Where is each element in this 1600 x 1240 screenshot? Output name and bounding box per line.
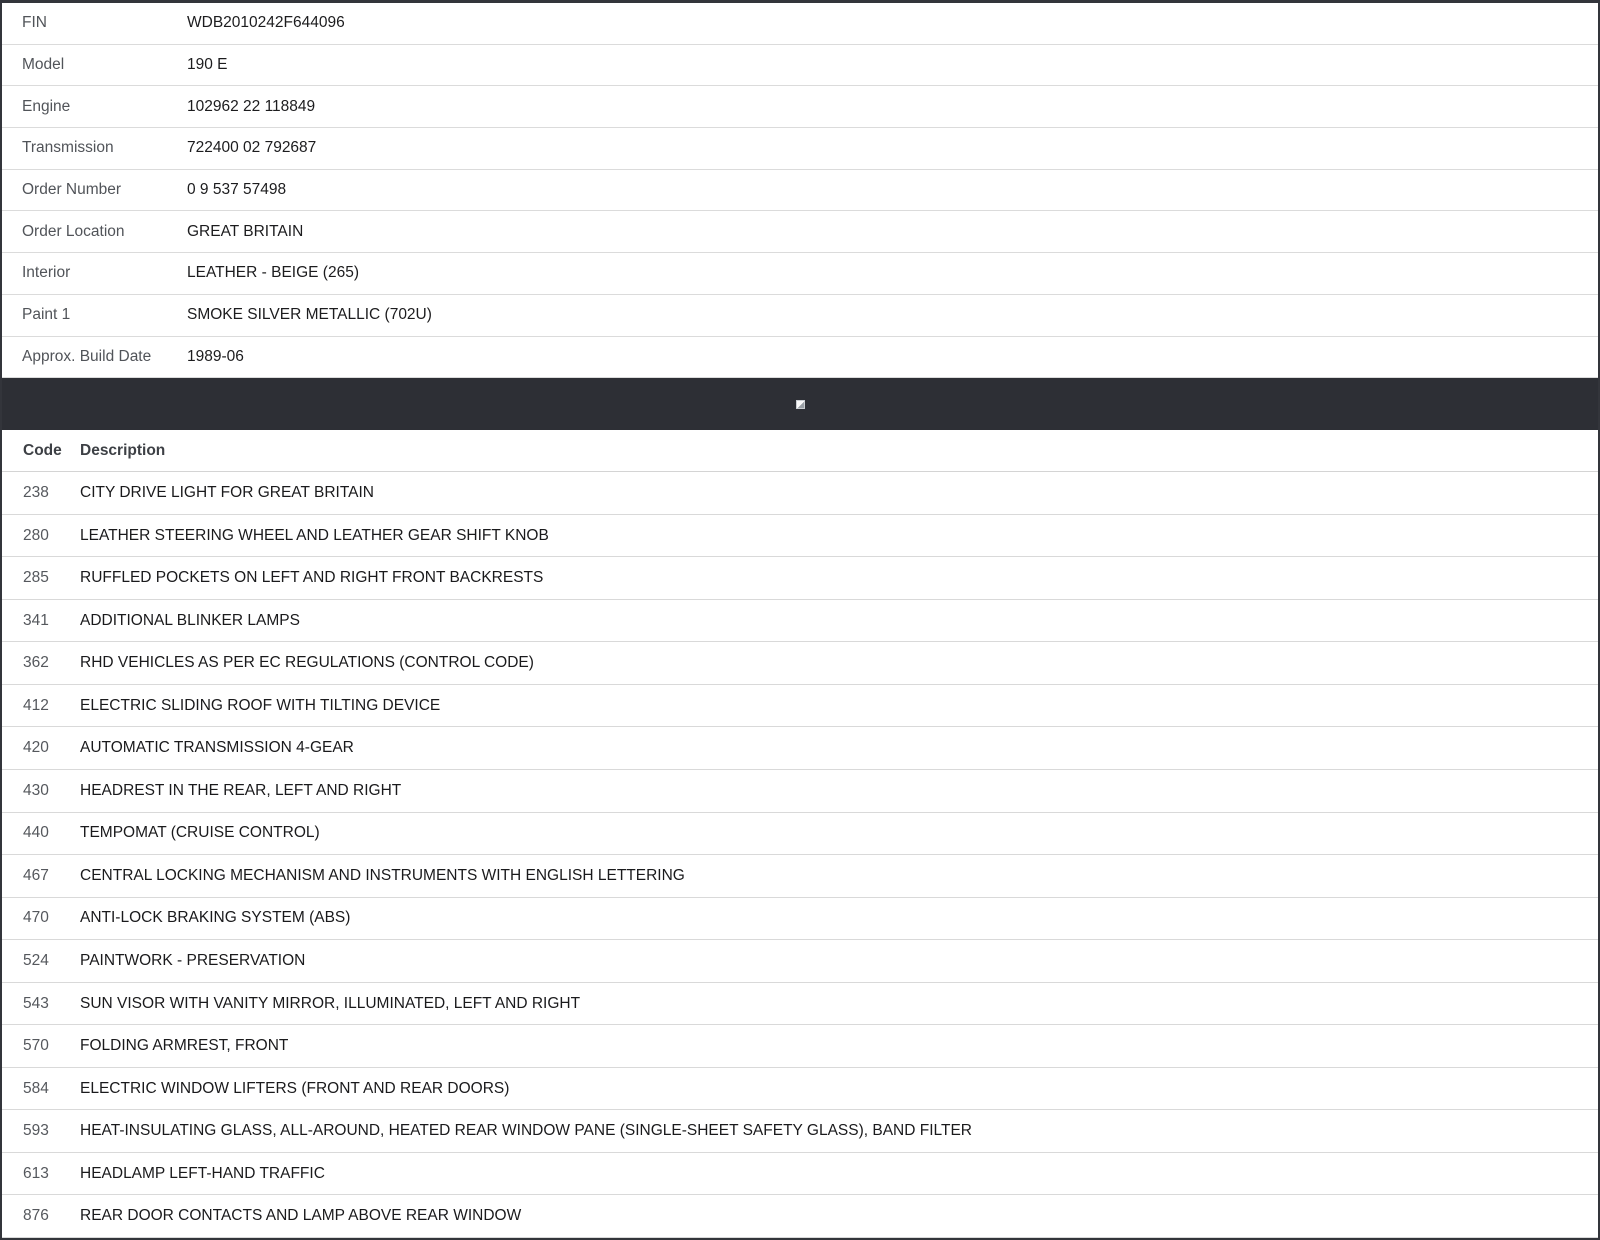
option-code: 593 (23, 1122, 49, 1140)
option-description: ANTI-LOCK BRAKING SYSTEM (ABS) (80, 909, 351, 927)
option-code-row (2, 557, 1598, 600)
option-code-row (2, 1110, 1598, 1153)
option-description: PAINTWORK - PRESERVATION (80, 951, 306, 969)
option-description: RUFFLED POCKETS ON LEFT AND RIGHT FRONT BACKRESTS (80, 569, 544, 587)
section-divider-bar (2, 378, 1598, 430)
row-label: Interior (22, 264, 71, 282)
table-row (2, 45, 1598, 87)
table-row (2, 128, 1598, 170)
option-code-row (2, 600, 1598, 643)
option-description: CITY DRIVE LIGHT FOR GREAT BRITAIN (80, 483, 374, 501)
row-label: Order Location (22, 222, 125, 240)
row-value: 1989-06 (187, 347, 244, 365)
option-code: 584 (23, 1079, 49, 1097)
table-row (2, 86, 1598, 128)
row-value: 0 9 537 57498 (187, 181, 287, 199)
option-code: 524 (23, 951, 49, 969)
vehicle-info-table (2, 3, 1598, 378)
option-code: 280 (23, 526, 49, 544)
option-code: 613 (23, 1164, 49, 1182)
option-code: 341 (23, 611, 49, 629)
option-code: 430 (23, 781, 49, 799)
row-value: SMOKE SILVER METALLIC (702U) (187, 306, 432, 324)
option-code: 362 (23, 654, 49, 672)
option-code: 570 (23, 1037, 49, 1055)
row-label: Model (22, 56, 65, 74)
row-value: WDB2010242F644096 (187, 14, 345, 32)
option-code-row (2, 1025, 1598, 1068)
table-row (2, 337, 1598, 379)
row-label: Order Number (22, 181, 122, 199)
broken-image-icon (796, 400, 805, 409)
option-code-row (2, 727, 1598, 770)
row-label: Approx. Build Date (22, 347, 152, 365)
option-description: TEMPOMAT (CRUISE CONTROL) (80, 824, 320, 842)
option-codes-table (2, 430, 1598, 1238)
table-row (2, 170, 1598, 212)
option-description: SUN VISOR WITH VANITY MIRROR, ILLUMINATED, LEFT AND RIGHT (80, 994, 581, 1012)
option-description: ELECTRIC WINDOW LIFTERS (FRONT AND REAR DOORS) (80, 1079, 510, 1097)
option-code-row (2, 1153, 1598, 1196)
row-value: 722400 02 792687 (187, 139, 317, 157)
row-value: 102962 22 118849 (187, 97, 316, 115)
row-value: LEATHER - BEIGE (265) (187, 264, 359, 282)
option-code-row (2, 983, 1598, 1026)
option-code-row (2, 813, 1598, 856)
option-description: FOLDING ARMREST, FRONT (80, 1037, 289, 1055)
table-row (2, 211, 1598, 253)
table-row (2, 3, 1598, 45)
option-code-row (2, 515, 1598, 558)
table-row (2, 253, 1598, 295)
option-code-row (2, 642, 1598, 685)
option-code-row (2, 472, 1598, 515)
option-description: HEAT-INSULATING GLASS, ALL-AROUND, HEATED REAR WINDOW PANE (SINGLE-SHEET SAFETY GLASS), BAND FILTER (80, 1122, 972, 1140)
option-code: 876 (23, 1207, 49, 1225)
row-value: GREAT BRITAIN (187, 222, 304, 240)
option-code-row (2, 1068, 1598, 1111)
option-code-row (2, 940, 1598, 983)
option-description: CENTRAL LOCKING MECHANISM AND INSTRUMENTS WITH ENGLISH LETTERING (80, 866, 685, 884)
option-code: 420 (23, 739, 49, 757)
code-column-header: Code (23, 441, 62, 459)
option-description: HEADLAMP LEFT-HAND TRAFFIC (80, 1164, 325, 1182)
option-description: REAR DOOR CONTACTS AND LAMP ABOVE REAR WINDOW (80, 1207, 522, 1225)
option-description: LEATHER STEERING WHEEL AND LEATHER GEAR SHIFT KNOB (80, 526, 549, 544)
option-description: RHD VEHICLES AS PER EC REGULATIONS (CONTROL CODE) (80, 654, 534, 672)
option-code: 285 (23, 569, 49, 587)
option-code-row (2, 898, 1598, 941)
option-description: ADDITIONAL BLINKER LAMPS (80, 611, 300, 629)
option-description: HEADREST IN THE REAR, LEFT AND RIGHT (80, 781, 402, 799)
option-code: 440 (23, 824, 49, 842)
description-column-header: Description (80, 441, 166, 459)
table-row (2, 295, 1598, 337)
row-value: 190 E (187, 56, 228, 74)
option-code: 467 (23, 866, 49, 884)
option-code-row (2, 855, 1598, 898)
option-code: 412 (23, 696, 49, 714)
row-label: Transmission (22, 139, 114, 157)
option-description: AUTOMATIC TRANSMISSION 4-GEAR (80, 739, 354, 757)
row-label: Paint 1 (22, 306, 71, 324)
option-code: 543 (23, 994, 49, 1012)
option-description: ELECTRIC SLIDING ROOF WITH TILTING DEVICE (80, 696, 441, 714)
option-code-row (2, 770, 1598, 813)
option-code-row (2, 1195, 1598, 1238)
option-code: 238 (23, 483, 49, 501)
option-code-row (2, 685, 1598, 728)
option-code: 470 (23, 909, 49, 927)
row-label: Engine (22, 97, 71, 115)
option-codes-header-row (2, 430, 1598, 472)
row-label: FIN (22, 14, 47, 32)
